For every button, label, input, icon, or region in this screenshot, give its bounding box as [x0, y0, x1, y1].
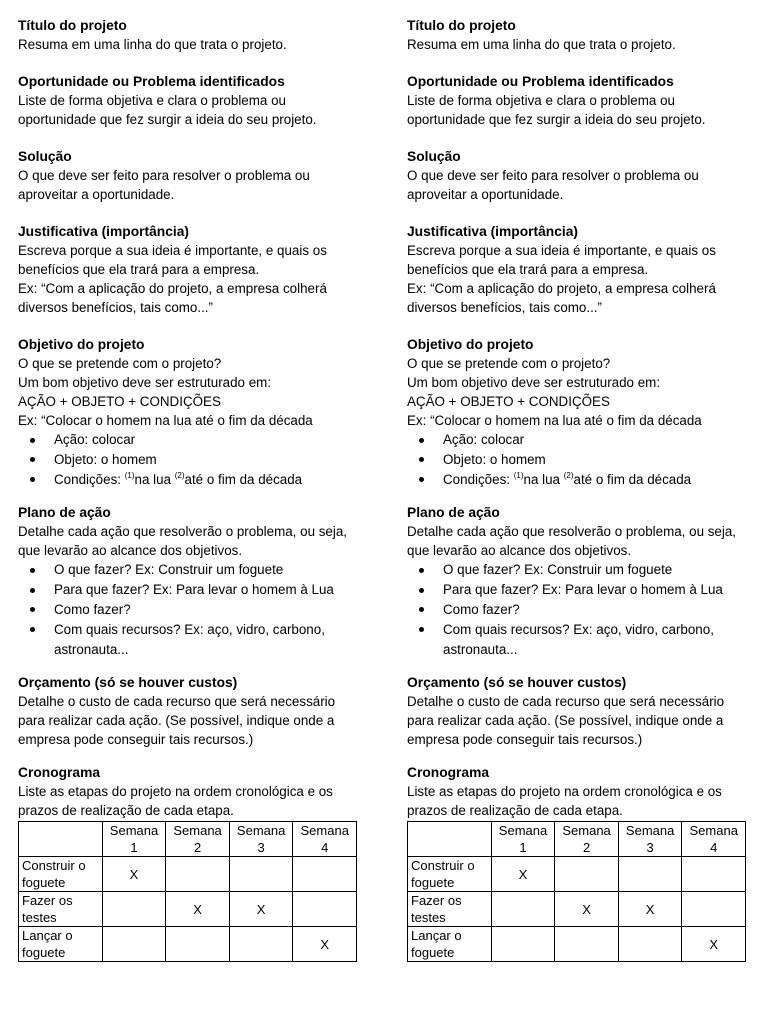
row-label-cell: [408, 892, 492, 927]
heading-oportunidade: Oportunidade ou Problema identificados: [18, 74, 285, 89]
text-line: oportunidade que fez surgir a ideia do seu projeto.: [18, 112, 317, 127]
bullet-condicoes: [443, 470, 751, 490]
condicoes-mid: na lua: [134, 471, 175, 487]
row-label-line: foguete: [411, 875, 455, 891]
bullet-para-que: Para que fazer? Ex: Para levar o homem à Lua: [54, 580, 362, 600]
text-line: O que se pretende com o projeto?: [407, 356, 611, 371]
column-header-label: Semana: [498, 823, 548, 839]
row-label-line: foguete: [411, 945, 455, 961]
row-label-line: Fazer os: [411, 893, 462, 909]
column-header-label: Semana: [689, 823, 738, 839]
heading-objetivo: Objetivo do projeto: [407, 337, 534, 352]
column-header-number: 3: [646, 840, 654, 856]
text-line: aproveitar a oportunidade.: [18, 187, 175, 202]
text-line: Um bom objetivo deve ser estruturado em:: [18, 375, 272, 390]
section-plano: [407, 503, 751, 659]
column-header-number: 4: [321, 840, 329, 856]
text-line: benefícios que ela trará para a empresa.: [18, 262, 260, 277]
right-column: [407, 16, 751, 1024]
text-line: para realizar cada ação. (Se possível, indique onde a: [18, 713, 335, 729]
row-label-line: foguete: [22, 875, 66, 891]
text-line: Resuma em uma linha do que trata o projeto.: [18, 37, 287, 52]
table-cell: [682, 892, 746, 927]
table-cell: X: [229, 892, 293, 927]
text-line: que levarão ao alcance dos objetivos.: [18, 543, 243, 559]
column-header-label: Semana: [300, 823, 349, 839]
text-line: Ex: “Com a aplicação do projeto, a empresa colherá: [18, 281, 327, 296]
bullet-recursos-cont: astronauta...: [54, 641, 129, 657]
table-cell: [682, 857, 746, 892]
bullet-recursos: [54, 620, 362, 660]
table-cell: [293, 857, 357, 892]
row-label-cell: [19, 857, 103, 892]
table-row: [408, 892, 746, 927]
condicoes-end: até o fim da década: [573, 471, 692, 487]
heading-titulo: Título do projeto: [407, 18, 516, 33]
section-solucao: [18, 147, 362, 204]
table-cell: [618, 927, 682, 962]
heading-titulo: Título do projeto: [18, 18, 127, 33]
column-header-label: Semana: [173, 823, 222, 839]
objetivo-bullet-list: [407, 430, 751, 489]
heading-plano: Plano de ação: [18, 505, 111, 521]
heading-orcamento: Orçamento (só se houver custos): [18, 675, 238, 691]
superscript-1: (1): [513, 470, 524, 480]
bullet-recursos-cont: astronauta...: [443, 641, 518, 657]
table-corner-cell: [19, 822, 103, 857]
column-header-number: 1: [130, 840, 138, 856]
table-row: [19, 892, 357, 927]
text-line: empresa pode conseguir tais recursos.): [18, 732, 254, 748]
section-solucao: [407, 147, 751, 204]
text-line: diversos benefícios, tais como...”: [407, 300, 602, 315]
table-cell: [555, 857, 619, 892]
heading-objetivo: Objetivo do projeto: [18, 337, 145, 352]
bullet-acao: Ação: colocar: [443, 430, 751, 450]
heading-justificativa: Justificativa (importância): [407, 224, 578, 239]
row-label-cell: [19, 927, 103, 962]
text-line: Liste de forma objetiva e clara o problema ou: [407, 93, 675, 108]
text-line: AÇÃO + OBJETO + CONDIÇÕES: [18, 394, 221, 409]
text-line: que levarão ao alcance dos objetivos.: [407, 543, 632, 559]
column-header: [166, 822, 230, 857]
objetivo-bullet-list: [18, 430, 362, 489]
text-line: O que deve ser feito para resolver o problema ou: [407, 168, 699, 183]
bullet-objeto: Objeto: o homem: [443, 450, 751, 470]
section-cronograma: [18, 763, 362, 962]
text-line: aproveitar a oportunidade.: [407, 187, 564, 202]
column-header-label: Semana: [236, 823, 286, 839]
text-line: Detalhe o custo de cada recurso que será necessário: [18, 694, 336, 710]
column-header: [293, 822, 357, 857]
superscript-1: (1): [124, 470, 135, 480]
bullet-como: Como fazer?: [443, 600, 751, 620]
row-label-line: Construir o: [22, 858, 86, 874]
text-line: Liste as etapas do projeto na ordem cronológica e os: [18, 784, 333, 800]
row-label-line: Construir o: [411, 858, 475, 874]
text-line: O que deve ser feito para resolver o problema ou: [18, 168, 310, 183]
section-orcamento: [407, 673, 751, 749]
table-cell: X: [102, 857, 166, 892]
section-oportunidade: [18, 72, 362, 129]
text-line: empresa pode conseguir tais recursos.): [407, 732, 643, 748]
section-titulo: [407, 16, 751, 54]
table-cell: [293, 892, 357, 927]
table-cell: [229, 857, 293, 892]
column-header-number: 3: [257, 840, 265, 856]
row-label-line: Fazer os: [22, 893, 73, 909]
bullet-recursos: [443, 620, 751, 660]
table-header-row: [19, 822, 357, 857]
left-column: [18, 16, 362, 1024]
text-line: Resuma em uma linha do que trata o projeto.: [407, 37, 676, 52]
column-header-label: Semana: [625, 823, 675, 839]
condicoes-prefix: Condições:: [443, 471, 514, 487]
section-oportunidade: [407, 72, 751, 129]
column-header-number: 2: [193, 840, 202, 856]
table-corner-cell: [408, 822, 492, 857]
table-header-row: [408, 822, 746, 857]
schedule-table: [407, 821, 746, 962]
text-line: AÇÃO + OBJETO + CONDIÇÕES: [407, 394, 610, 409]
section-titulo: [18, 16, 362, 54]
bullet-para-que: Para que fazer? Ex: Para levar o homem à Lua: [443, 580, 751, 600]
section-objetivo: [407, 335, 751, 489]
section-justificativa: [407, 222, 751, 317]
section-orcamento: [18, 673, 362, 749]
column-header-number: 4: [710, 840, 718, 856]
row-label-line: testes: [22, 910, 57, 926]
heading-justificativa: Justificativa (importância): [18, 224, 189, 239]
bullet-objeto: Objeto: o homem: [54, 450, 362, 470]
text-line: para realizar cada ação. (Se possível, indique onde a: [407, 713, 724, 729]
table-cell: X: [293, 927, 357, 962]
row-label-line: Lançar o: [411, 928, 462, 944]
column-header-label: Semana: [562, 823, 611, 839]
section-plano: [18, 503, 362, 659]
table-cell: [491, 892, 555, 927]
table-cell: X: [491, 857, 555, 892]
heading-plano: Plano de ação: [407, 505, 500, 521]
heading-cronograma: Cronograma: [407, 765, 490, 781]
bullet-como: Como fazer?: [54, 600, 362, 620]
section-objetivo: [18, 335, 362, 489]
table-row: [19, 857, 357, 892]
table-cell: [555, 927, 619, 962]
text-line: Ex: “Com a aplicação do projeto, a empresa colherá: [407, 281, 716, 296]
row-label-cell: [408, 927, 492, 962]
table-cell: X: [166, 892, 230, 927]
column-header-number: 2: [582, 840, 591, 856]
row-label-line: testes: [411, 910, 446, 926]
bullet-condicoes: [54, 470, 362, 490]
table-cell: X: [618, 892, 682, 927]
text-line: Detalhe cada ação que resolverão o problema, ou seja,: [18, 524, 348, 540]
plano-bullet-list: [407, 560, 751, 659]
text-line: diversos benefícios, tais como...”: [18, 300, 213, 315]
condicoes-mid: na lua: [523, 471, 564, 487]
table-row: [408, 857, 746, 892]
heading-solucao: Solução: [407, 149, 461, 164]
text-line: benefícios que ela trará para a empresa.: [407, 262, 649, 277]
table-cell: X: [682, 927, 746, 962]
text-line: Liste de forma objetiva e clara o problema ou: [18, 93, 286, 108]
superscript-2: (2): [563, 470, 574, 480]
table-cell: X: [555, 892, 619, 927]
text-line: prazos de realização de cada etapa.: [18, 803, 234, 819]
schedule-table: [18, 821, 357, 962]
table-cell: [229, 927, 293, 962]
table-cell: [166, 857, 230, 892]
superscript-2: (2): [174, 470, 185, 480]
text-line: prazos de realização de cada etapa.: [407, 803, 623, 819]
text-line: Detalhe o custo de cada recurso que será necessário: [407, 694, 725, 710]
table-cell: [618, 857, 682, 892]
heading-solucao: Solução: [18, 149, 72, 164]
bullet-recursos-text: Com quais recursos? Ex: aço, vidro, carbono,: [54, 621, 325, 637]
plano-bullet-list: [18, 560, 362, 659]
text-line: Ex: “Colocar o homem na lua até o fim da década: [407, 413, 702, 428]
table-row: [19, 927, 357, 962]
column-header: [682, 822, 746, 857]
text-line: Escreva porque a sua ideia é importante, e quais os: [18, 243, 327, 258]
column-header: [555, 822, 619, 857]
column-header: [491, 822, 555, 857]
row-label-line: foguete: [22, 945, 66, 961]
table-cell: [102, 927, 166, 962]
table-row: [408, 927, 746, 962]
column-header-number: 1: [519, 840, 527, 856]
row-label-cell: [408, 857, 492, 892]
condicoes-end: até o fim da década: [184, 471, 303, 487]
bullet-o-que: O que fazer? Ex: Construir um foguete: [443, 560, 751, 580]
section-justificativa: [18, 222, 362, 317]
row-label-cell: [19, 892, 103, 927]
condicoes-prefix: Condições:: [54, 471, 125, 487]
column-header-label: Semana: [109, 823, 159, 839]
heading-oportunidade: Oportunidade ou Problema identificados: [407, 74, 674, 89]
table-cell: [491, 927, 555, 962]
text-line: Liste as etapas do projeto na ordem cronológica e os: [407, 784, 722, 800]
table-cell: [166, 927, 230, 962]
row-label-line: Lançar o: [22, 928, 73, 944]
text-line: Um bom objetivo deve ser estruturado em:: [407, 375, 661, 390]
column-header: [229, 822, 293, 857]
bullet-recursos-text: Com quais recursos? Ex: aço, vidro, carbono,: [443, 621, 714, 637]
text-line: O que se pretende com o projeto?: [18, 356, 222, 371]
text-line: Ex: “Colocar o homem na lua até o fim da década: [18, 413, 313, 428]
text-line: Escreva porque a sua ideia é importante, e quais os: [407, 243, 716, 258]
bullet-o-que: O que fazer? Ex: Construir um foguete: [54, 560, 362, 580]
section-cronograma: [407, 763, 751, 962]
text-line: oportunidade que fez surgir a ideia do seu projeto.: [407, 112, 706, 127]
column-header: [618, 822, 682, 857]
column-header: [102, 822, 166, 857]
table-cell: [102, 892, 166, 927]
heading-cronograma: Cronograma: [18, 765, 101, 781]
heading-orcamento: Orçamento (só se houver custos): [407, 675, 627, 691]
text-line: Detalhe cada ação que resolverão o problema, ou seja,: [407, 524, 737, 540]
bullet-acao: Ação: colocar: [54, 430, 362, 450]
